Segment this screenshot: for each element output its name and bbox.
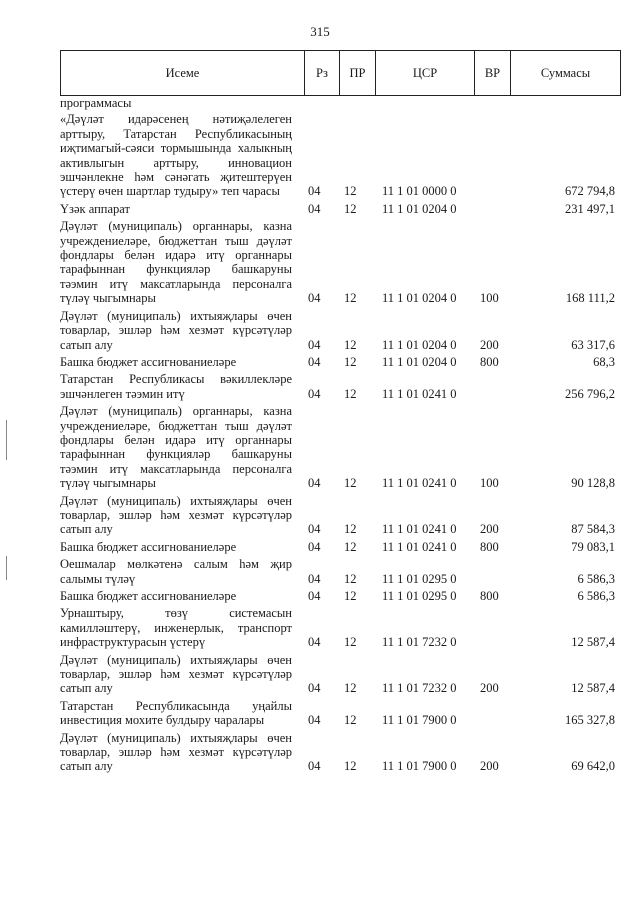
row-csr: 11 1 01 7232 0 bbox=[382, 681, 457, 696]
row-name: Дәүләт (муниципаль) органнары, казна учреждениеләре, бюджеттан тыш дәүләт фондлары белән идарә итү органнары тарафыннан функцияләр башкаруны тәэмин итү максатларында персоналга түләү чыгымнары bbox=[60, 404, 292, 491]
table-row bbox=[60, 112, 621, 198]
column-header-pr: ПР bbox=[339, 51, 375, 95]
row-vr: 200 bbox=[480, 681, 499, 696]
table-row bbox=[60, 309, 621, 352]
row-name: Башка бюджет ассигнованиеләре bbox=[60, 539, 237, 554]
row-rz: 04 bbox=[308, 589, 321, 603]
row-csr: 11 1 01 7232 0 bbox=[382, 635, 457, 650]
row-vr: 200 bbox=[480, 337, 499, 352]
row-csr: 11 1 01 0295 0 bbox=[382, 571, 457, 586]
row-sum: 168 111,2 bbox=[565, 291, 615, 306]
row-name: Оешмалар мөлкәтенә салым һәм җир салымы түләү bbox=[60, 557, 292, 586]
row-sum: 12 587,4 bbox=[571, 681, 615, 696]
row-sum: 68,3 bbox=[593, 354, 615, 369]
row-rz: 04 bbox=[308, 635, 321, 650]
column-header-vr: ВР bbox=[474, 51, 510, 95]
table-row bbox=[60, 202, 621, 216]
row-vr: 800 bbox=[480, 354, 499, 369]
row-rz: 04 bbox=[308, 713, 321, 728]
margin-mark bbox=[6, 556, 7, 580]
row-name: Дәүләт (муниципаль) органнары, казна учреждениеләре, бюджеттан тыш дәүләт фондлары белән идарә итү органнары тарафыннан функцияләр башкаруны тәэмин итү максатларында персоналга түләү чыгымнары bbox=[60, 219, 292, 306]
table-header bbox=[60, 50, 621, 96]
row-name: Үзәк аппарат bbox=[60, 201, 130, 216]
row-sum: 63 317,6 bbox=[571, 337, 615, 352]
row-csr: 11 1 01 0204 0 bbox=[382, 337, 457, 352]
row-rz: 04 bbox=[308, 354, 321, 369]
row-rz: 04 bbox=[308, 476, 321, 491]
row-sum: 672 794,8 bbox=[565, 184, 615, 199]
row-pr: 12 bbox=[344, 589, 357, 603]
row-csr: 11 1 01 0295 0 bbox=[382, 589, 457, 603]
row-csr: 11 1 01 0204 0 bbox=[382, 201, 457, 216]
row-vr: 100 bbox=[480, 476, 499, 491]
row-rz: 04 bbox=[308, 291, 321, 306]
row-vr: 200 bbox=[480, 759, 499, 774]
margin-mark bbox=[6, 420, 7, 460]
row-sum: 231 497,1 bbox=[565, 201, 615, 216]
row-rz: 04 bbox=[308, 571, 321, 586]
row-sum: 165 327,8 bbox=[565, 713, 615, 728]
column-header-rz: Рз bbox=[304, 51, 339, 95]
row-csr: 11 1 01 0000 0 bbox=[382, 184, 457, 199]
row-name: Дәүләт (муниципаль) ихтыяҗлары өчен товарлар, эшләр һәм хезмәт күрсәтүләр сатып алу bbox=[60, 652, 292, 696]
row-sum: 6 586,3 bbox=[577, 571, 615, 586]
row-csr: 11 1 01 0241 0 bbox=[382, 539, 457, 554]
row-pr: 12 bbox=[344, 291, 357, 306]
row-name: Башка бюджет ассигнованиеләре bbox=[60, 589, 237, 603]
table-row bbox=[60, 355, 621, 369]
table-row bbox=[60, 96, 621, 110]
row-pr: 12 bbox=[344, 635, 357, 650]
table-row bbox=[60, 404, 621, 490]
row-pr: 12 bbox=[344, 522, 357, 537]
row-name: Урнаштыру, төзү системасын камилләштерү, инженерлык, транспорт инфраструктурасын үстерү bbox=[60, 606, 292, 650]
row-name: Дәүләт (муниципаль) ихтыяҗлары өчен товарлар, эшләр һәм хезмәт күрсәтүләр сатып алу bbox=[60, 730, 292, 774]
row-vr: 100 bbox=[480, 291, 499, 306]
table-row bbox=[60, 589, 621, 603]
table-row bbox=[60, 494, 621, 537]
table-row bbox=[60, 372, 621, 401]
table-row bbox=[60, 699, 621, 728]
row-rz: 04 bbox=[308, 681, 321, 696]
row-pr: 12 bbox=[344, 184, 357, 199]
row-csr: 11 1 01 0241 0 bbox=[382, 476, 457, 491]
table-row bbox=[60, 219, 621, 305]
row-sum: 12 587,4 bbox=[571, 635, 615, 650]
row-rz: 04 bbox=[308, 201, 321, 216]
row-pr: 12 bbox=[344, 337, 357, 352]
row-rz: 04 bbox=[308, 386, 321, 401]
row-vr: 200 bbox=[480, 522, 499, 537]
row-rz: 04 bbox=[308, 539, 321, 554]
table-row bbox=[60, 557, 621, 586]
row-pr: 12 bbox=[344, 681, 357, 696]
row-name: Татарстан Республикасы вәкиллекләре эшчәнлеген тәэмин итү bbox=[60, 372, 292, 401]
table-row bbox=[60, 653, 621, 696]
row-sum: 87 584,3 bbox=[571, 522, 615, 537]
row-vr: 800 bbox=[480, 589, 499, 603]
table-body bbox=[60, 96, 621, 774]
row-rz: 04 bbox=[308, 184, 321, 199]
row-sum: 90 128,8 bbox=[571, 476, 615, 491]
row-sum: 256 796,2 bbox=[565, 386, 615, 401]
row-csr: 11 1 01 0204 0 bbox=[382, 354, 457, 369]
table-row bbox=[60, 606, 621, 649]
row-pr: 12 bbox=[344, 713, 357, 728]
row-pr: 12 bbox=[344, 201, 357, 216]
table-row bbox=[60, 540, 621, 554]
row-pr: 12 bbox=[344, 759, 357, 774]
row-pr: 12 bbox=[344, 571, 357, 586]
row-name: «Дәүләт идарәсенең нәтиҗәлелеген арттыру, Татарстан Республикасының иҗтимагый-сәяси тормышында халыкның активлыгын арттыру, инновацион эшчәнлекне һәм сәнәгать җитештерүен үстерү өчен шартлар тудыру» теп чарасы bbox=[60, 112, 292, 199]
row-csr: 11 1 01 7900 0 bbox=[382, 759, 457, 774]
table-row bbox=[60, 731, 621, 774]
row-rz: 04 bbox=[308, 337, 321, 352]
row-name: Дәүләт (муниципаль) ихтыяҗлары өчен товарлар, эшләр һәм хезмәт күрсәтүләр сатып алу bbox=[60, 493, 292, 537]
row-sum: 6 586,3 bbox=[577, 589, 615, 603]
row-pr: 12 bbox=[344, 386, 357, 401]
row-pr: 12 bbox=[344, 354, 357, 369]
row-csr: 11 1 01 7900 0 bbox=[382, 713, 457, 728]
column-header-csr: ЦСР bbox=[375, 51, 474, 95]
row-pr: 12 bbox=[344, 476, 357, 491]
row-name: Татарстан Республикасында уңайлы инвестиция мохите булдыру чаралары bbox=[60, 698, 292, 728]
row-csr: 11 1 01 0241 0 bbox=[382, 522, 457, 537]
page-number: 315 bbox=[310, 24, 330, 39]
row-csr: 11 1 01 0241 0 bbox=[382, 386, 457, 401]
column-header-name: Исеме bbox=[165, 66, 200, 80]
row-pr: 12 bbox=[344, 539, 357, 554]
row-sum: 69 642,0 bbox=[571, 759, 615, 774]
row-vr: 800 bbox=[480, 539, 499, 554]
row-name: программасы bbox=[60, 96, 132, 110]
row-rz: 04 bbox=[308, 522, 321, 537]
row-sum: 79 083,1 bbox=[571, 539, 615, 554]
row-rz: 04 bbox=[308, 759, 321, 774]
column-header-sum: Суммасы bbox=[510, 51, 620, 95]
row-name: Дәүләт (муниципаль) ихтыяҗлары өчен товарлар, эшләр һәм хезмәт күрсәтүләр сатып алу bbox=[60, 308, 292, 352]
row-csr: 11 1 01 0204 0 bbox=[382, 291, 457, 306]
row-name: Башка бюджет ассигнованиеләре bbox=[60, 354, 237, 369]
